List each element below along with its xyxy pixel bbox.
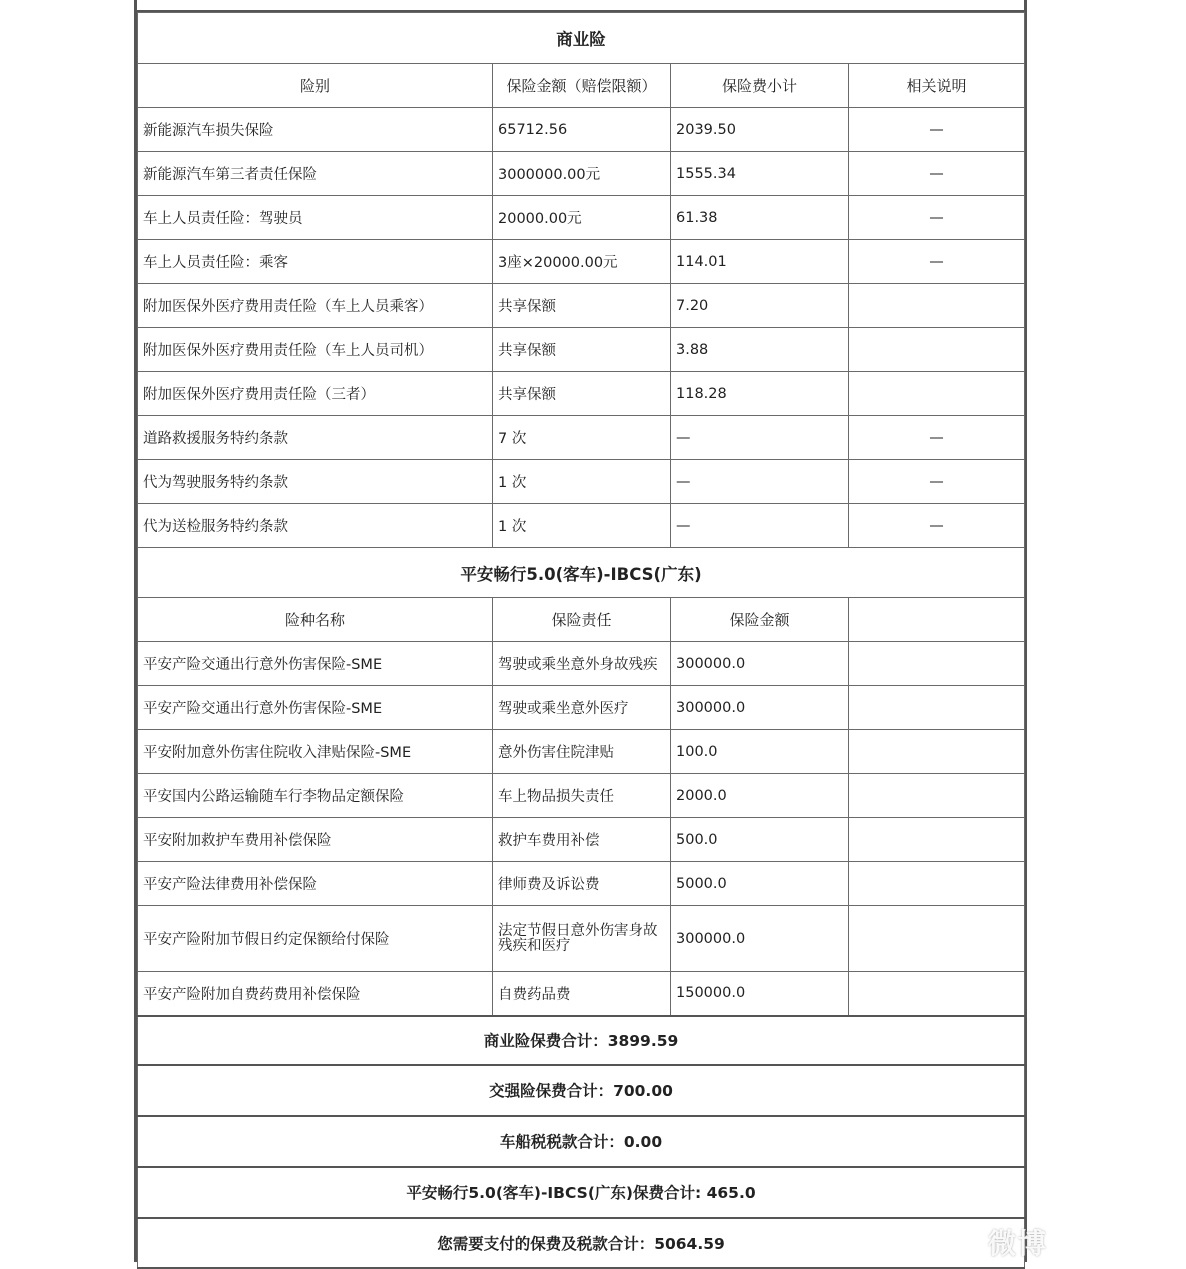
empty-cell (849, 862, 1025, 906)
empty-cell (849, 972, 1025, 1016)
liability: 意外伤害住院津贴 (493, 730, 671, 774)
coverage-amount: 1 次 (493, 460, 671, 504)
note: — (849, 504, 1025, 548)
empty-cell (849, 642, 1025, 686)
premium: 118.28 (671, 372, 849, 416)
product-name: 平安国内公路运输随车行李物品定额保险 (138, 774, 493, 818)
product-name: 平安产险附加节假日约定保额给付保险 (138, 906, 493, 972)
commercial-header-row (138, 64, 1025, 108)
header-cell: 保险费小计 (671, 64, 849, 108)
table-row (138, 642, 1025, 686)
pingan-title: 平安畅行5.0(客车)-IBCS(广东) (138, 548, 1025, 598)
header-cell: 保险金额 (671, 598, 849, 642)
grand-total: 您需要支付的保费及税款合计：5064.59 (138, 1218, 1025, 1268)
note: — (849, 152, 1025, 196)
coverage-name: 附加医保外医疗费用责任险（车上人员司机） (138, 328, 493, 372)
commercial-premium-total: 商业险保费合计：3899.59 (138, 1016, 1025, 1065)
sum-insured: 150000.0 (671, 972, 849, 1016)
product-name: 平安产险附加自费药费用补偿保险 (138, 972, 493, 1016)
coverage-amount: 7 次 (493, 416, 671, 460)
weibo-watermark: 微博 (988, 1227, 1049, 1260)
premium: — (671, 416, 849, 460)
compulsory-premium-total: 交强险保费合计：700.00 (138, 1065, 1025, 1116)
header-cell (849, 598, 1025, 642)
coverage-name: 车上人员责任险：驾驶员 (138, 196, 493, 240)
premium: 7.20 (671, 284, 849, 328)
coverage-amount: 共享保额 (493, 372, 671, 416)
liability: 自费药品费 (493, 972, 671, 1016)
coverage-amount: 1 次 (493, 504, 671, 548)
coverage-name: 新能源汽车损失保险 (138, 108, 493, 152)
liability: 救护车费用补偿 (493, 818, 671, 862)
sum-insured: 300000.0 (671, 642, 849, 686)
premium: 61.38 (671, 196, 849, 240)
pingan-premium-total: 平安畅行5.0(客车)-IBCS(广东)保费合计: 465.0 (138, 1167, 1025, 1218)
premium: 114.01 (671, 240, 849, 284)
table-row (138, 152, 1025, 196)
empty-cell (849, 686, 1025, 730)
premium: — (671, 460, 849, 504)
table-row (138, 196, 1025, 240)
liability: 法定节假日意外伤害身故残疾和医疗 (493, 906, 671, 972)
total-row (138, 1116, 1025, 1167)
table-row (138, 284, 1025, 328)
sum-insured: 2000.0 (671, 774, 849, 818)
total-row (138, 1167, 1025, 1218)
table-row (138, 730, 1025, 774)
coverage-name: 车上人员责任险：乘客 (138, 240, 493, 284)
table-row (138, 818, 1025, 862)
header-cell: 相关说明 (849, 64, 1025, 108)
liability: 驾驶或乘坐意外身故残疾 (493, 642, 671, 686)
table-row (138, 774, 1025, 818)
coverage-amount: 65712.56 (493, 108, 671, 152)
table-row (138, 328, 1025, 372)
table-row (138, 108, 1025, 152)
note (849, 372, 1025, 416)
coverage-name: 新能源汽车第三者责任保险 (138, 152, 493, 196)
note: — (849, 108, 1025, 152)
commercial-title: 商业险 (138, 13, 1025, 64)
empty-cell (849, 906, 1025, 972)
pingan-header-row (138, 598, 1025, 642)
coverage-amount: 3000000.00元 (493, 152, 671, 196)
sum-insured: 100.0 (671, 730, 849, 774)
note (849, 284, 1025, 328)
note (849, 328, 1025, 372)
product-name: 平安附加救护车费用补偿保险 (138, 818, 493, 862)
header-cell: 险种名称 (138, 598, 493, 642)
coverage-amount: 3座×20000.00元 (493, 240, 671, 284)
liability: 车上物品损失责任 (493, 774, 671, 818)
sum-insured: 300000.0 (671, 906, 849, 972)
total-row (138, 1016, 1025, 1065)
header-cell: 保险金额（赔偿限额） (493, 64, 671, 108)
insurance-quote-sheet (134, 0, 1027, 1262)
vehicle-tax-total: 车船税税款合计：0.00 (138, 1116, 1025, 1167)
premium: — (671, 504, 849, 548)
table-row (138, 416, 1025, 460)
pingan-title-row (138, 548, 1025, 598)
table-row (138, 240, 1025, 284)
coverage-amount: 20000.00元 (493, 196, 671, 240)
header-cell: 险别 (138, 64, 493, 108)
premium: 1555.34 (671, 152, 849, 196)
insurance-table (137, 12, 1025, 1269)
coverage-name: 附加医保外医疗费用责任险（三者） (138, 372, 493, 416)
coverage-name: 附加医保外医疗费用责任险（车上人员乘客） (138, 284, 493, 328)
note: — (849, 240, 1025, 284)
premium: 3.88 (671, 328, 849, 372)
total-row (138, 1218, 1025, 1268)
coverage-name: 道路救援服务特约条款 (138, 416, 493, 460)
table-row (138, 460, 1025, 504)
premium: 2039.50 (671, 108, 849, 152)
table-row (138, 972, 1025, 1016)
sum-insured: 5000.0 (671, 862, 849, 906)
coverage-name: 代为驾驶服务特约条款 (138, 460, 493, 504)
coverage-amount: 共享保额 (493, 328, 671, 372)
liability: 驾驶或乘坐意外医疗 (493, 686, 671, 730)
table-row (138, 372, 1025, 416)
note: — (849, 416, 1025, 460)
product-name: 平安产险法律费用补偿保险 (138, 862, 493, 906)
empty-cell (849, 730, 1025, 774)
top-rule (137, 0, 1024, 12)
header-cell: 保险责任 (493, 598, 671, 642)
sum-insured: 300000.0 (671, 686, 849, 730)
sum-insured: 500.0 (671, 818, 849, 862)
empty-cell (849, 818, 1025, 862)
total-row (138, 1065, 1025, 1116)
coverage-name: 代为送检服务特约条款 (138, 504, 493, 548)
commercial-title-row (138, 13, 1025, 64)
product-name: 平安附加意外伤害住院收入津贴保险-SME (138, 730, 493, 774)
note: — (849, 196, 1025, 240)
coverage-amount: 共享保额 (493, 284, 671, 328)
liability: 律师费及诉讼费 (493, 862, 671, 906)
product-name: 平安产险交通出行意外伤害保险-SME (138, 686, 493, 730)
product-name: 平安产险交通出行意外伤害保险-SME (138, 642, 493, 686)
note: — (849, 460, 1025, 504)
table-row (138, 862, 1025, 906)
table-row (138, 686, 1025, 730)
table-row (138, 504, 1025, 548)
table-row (138, 906, 1025, 972)
empty-cell (849, 774, 1025, 818)
